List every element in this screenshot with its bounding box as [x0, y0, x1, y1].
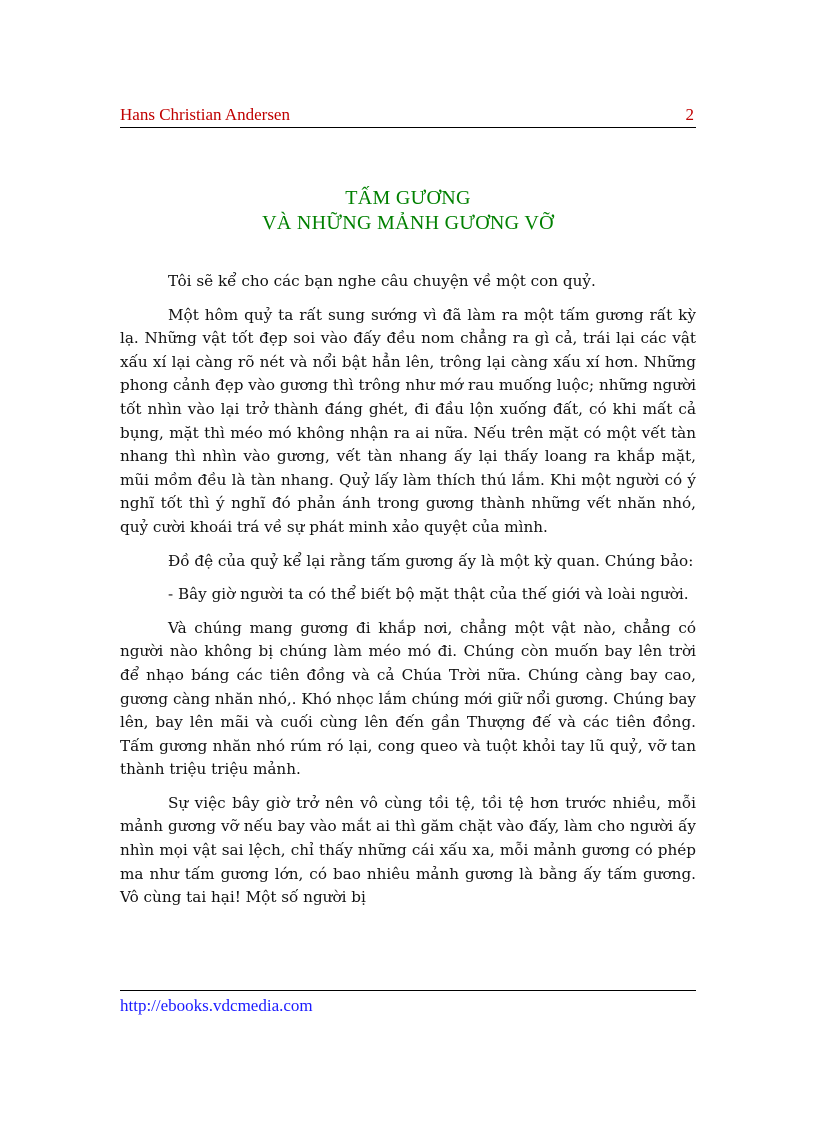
story-body — [120, 270, 696, 920]
paragraph: Và chúng mang gương đi khắp nơi, chẳng một vật nào, chẳng có người nào không bị chúng làm méo mó đi. Chúng còn muốn bay lên trời để nhạo báng các tiên đồng và cả Chúa Trời nữa. Chúng càng bay cao, gương càng nhăn nhó,. Khó nhọc lắm chúng mới giữ nổi gương. Chúng bay lên, bay lên mãi và cuối cùng lên đến gần Thượng đế và các tiên đồng. Tấm gương nhăn nhó rúm ró lại, cong queo và tuột khỏi tay lũ quỷ, vỡ tan thành triệu triệu mảnh. — [120, 618, 696, 779]
title-line-1: TẤM GƯƠNG — [345, 187, 471, 209]
running-header — [120, 103, 696, 128]
footer-divider — [120, 990, 696, 991]
paragraph: Tôi sẽ kể cho các bạn nghe câu chuyện về một con quỷ. — [168, 272, 596, 290]
title-line-2: VÀ NHỮNG MẢNH GƯƠNG VỠ — [262, 212, 554, 234]
paragraph: Đồ đệ của quỷ kể lại rằng tấm gương ấy là một kỳ quan. Chúng bảo: — [168, 551, 694, 570]
footer-link[interactable]: http://ebooks.vdcmedia.com — [120, 996, 313, 1015]
paragraph: - Bây giờ người ta có thể biết bộ mặt thật của thế giới và loài người. — [168, 585, 689, 604]
header-author: Hans Christian Andersen — [120, 105, 290, 124]
page-number: 2 — [685, 105, 694, 124]
story-title — [120, 186, 696, 236]
paragraph: Sự việc bây giờ trở nên vô cùng tồi tệ, tồi tệ hơn trước nhiều, mỗi mảnh gương vỡ nếu bay vào mắt ai thì găm chặt vào đấy, làm cho người ấy nhìn mọi vật sai lệch, chỉ thấy những cái xấu xa, mỗi mảnh gương có phép ma như tấm gương lớn, có bao nhiêu mảnh gương là bằng ấy tấm gương. Vô cùng tai hại! Một số người bị — [120, 793, 696, 907]
paragraph: Một hôm quỷ ta rất sung sướng vì đã làm ra một tấm gương rất kỳ lạ. Những vật tốt đẹp soi vào đấy đều nom chẳng ra gì cả, trái lại các vật xấu xí lại càng rõ nét và nổi bật hẳn lên, trông lại càng xấu xí hơn. Những phong cảnh đẹp vào gương thì trông như mớ rau muống luộc; những người tốt nhìn vào lại trở thành đáng ghét, đi đầu lộn xuống đất, có khi mất cả bụng, mặt thì méo mó không nhận ra ai nữa. Nếu trên mặt có một vết tàn nhang thì nhìn vào gương, vết tàn nhang ấy lại thấy loang ra khắp mặt, mũi mồm đều là tàn nhang. Quỷ lấy làm thích thú lắm. Khi một người có ý nghĩ tốt thì ý nghĩ đó phản ánh trong gương thành những vết nhăn nhó, quỷ cười khoái trá về sự phát minh xảo quyệt của mình. — [120, 305, 696, 536]
